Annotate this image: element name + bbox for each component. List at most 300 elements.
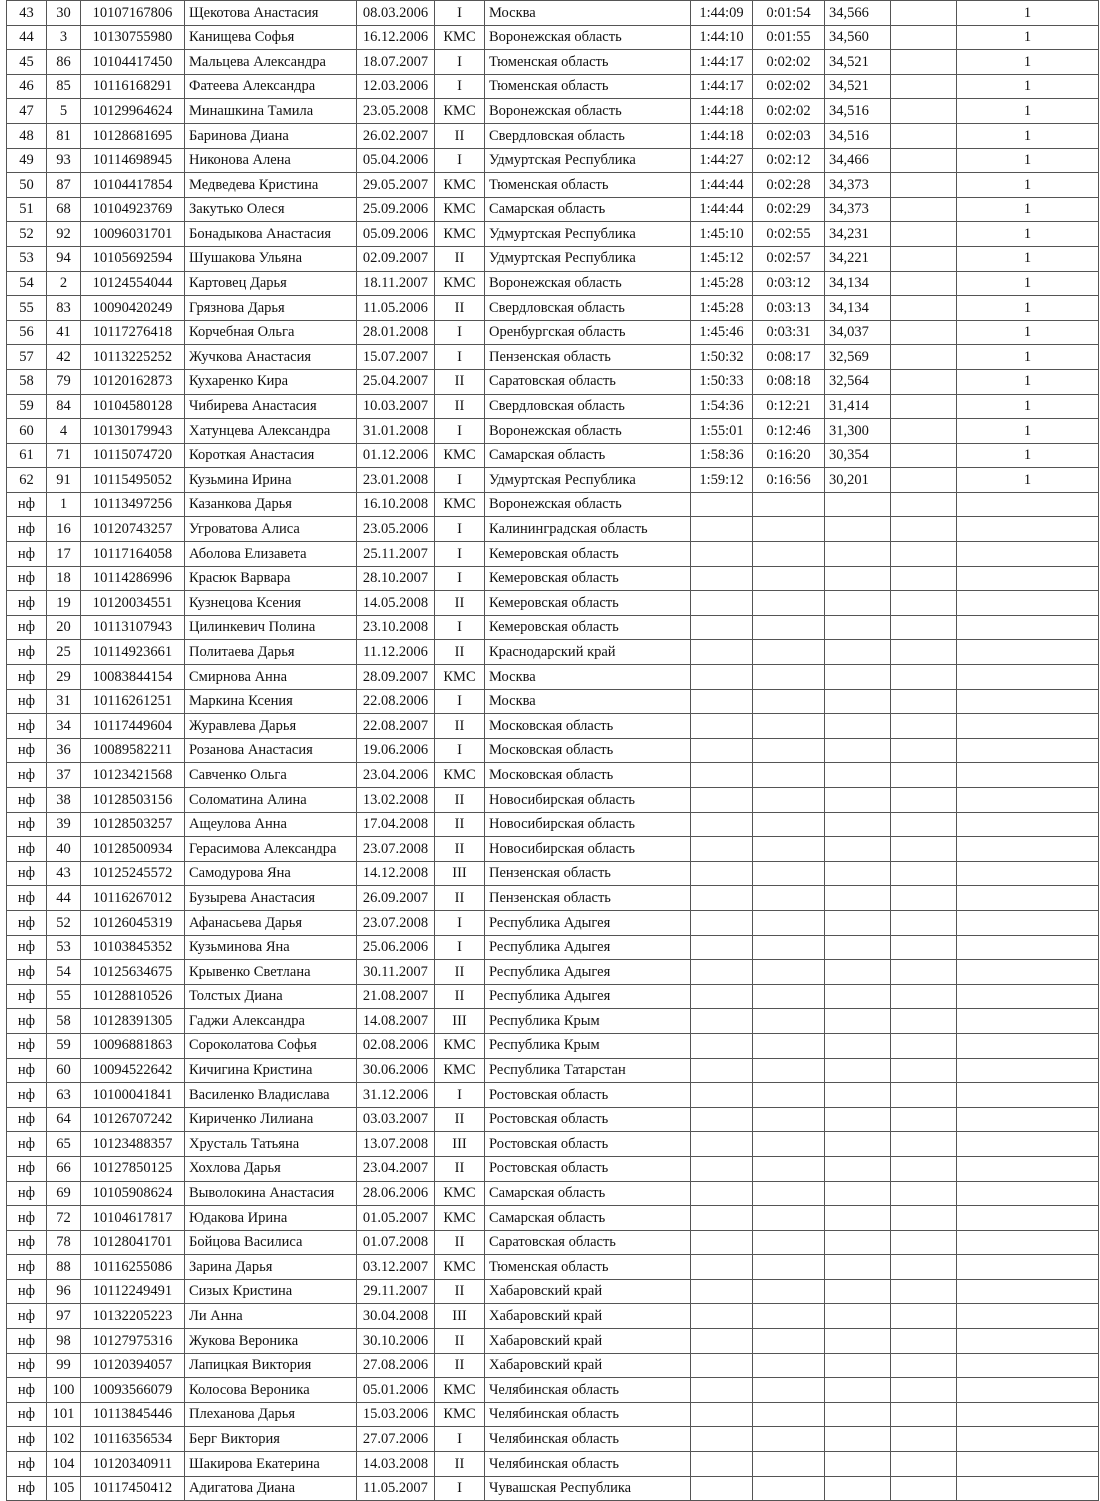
cell-place: 58 (7, 369, 47, 394)
cell-athlete-id: 10127975316 (81, 1329, 185, 1354)
cell-speed (825, 517, 891, 542)
cell-athlete-id: 10090420249 (81, 296, 185, 321)
cell-points (957, 738, 1099, 763)
cell-extra (891, 960, 957, 985)
cell-bib: 59 (47, 1033, 81, 1058)
cell-points: 1 (957, 443, 1099, 468)
cell-athlete-id: 10128500934 (81, 837, 185, 862)
cell-athlete-name: Картовец Дарья (185, 271, 357, 296)
cell-extra (891, 935, 957, 960)
cell-athlete-id: 10104923769 (81, 197, 185, 222)
cell-bib: 69 (47, 1181, 81, 1206)
cell-place: нф (7, 1107, 47, 1132)
cell-athlete-name: Кузьмина Ирина (185, 468, 357, 493)
cell-finish-time: 1:44:44 (691, 197, 753, 222)
cell-athlete-name: Толстых Диана (185, 984, 357, 1009)
cell-region: Республика Адыгея (485, 910, 691, 935)
cell-region: Новосибирская область (485, 812, 691, 837)
cell-speed (825, 591, 891, 616)
cell-athlete-name: Афанасьева Дарья (185, 910, 357, 935)
cell-athlete-id: 10114286996 (81, 566, 185, 591)
cell-speed (825, 837, 891, 862)
cell-rank: II (435, 960, 485, 985)
table-row (7, 861, 1099, 886)
cell-birth-date: 29.11.2007 (357, 1279, 435, 1304)
cell-place: нф (7, 1255, 47, 1280)
cell-athlete-id: 10124554044 (81, 271, 185, 296)
cell-rank: КМС (435, 25, 485, 50)
cell-birth-date: 14.12.2008 (357, 861, 435, 886)
cell-points: 1 (957, 419, 1099, 444)
cell-athlete-id: 10125634675 (81, 960, 185, 985)
cell-place: 45 (7, 50, 47, 75)
cell-time-behind (753, 935, 825, 960)
cell-athlete-id: 10093566079 (81, 1378, 185, 1403)
cell-rank: II (435, 640, 485, 665)
cell-place: 51 (7, 197, 47, 222)
cell-points (957, 591, 1099, 616)
table-row (7, 296, 1099, 321)
cell-time-behind (753, 1304, 825, 1329)
table-row (7, 738, 1099, 763)
cell-speed (825, 1009, 891, 1034)
cell-rank: II (435, 714, 485, 739)
cell-finish-time (691, 812, 753, 837)
cell-finish-time (691, 1156, 753, 1181)
cell-place: нф (7, 640, 47, 665)
cell-rank: II (435, 123, 485, 148)
cell-time-behind (753, 1378, 825, 1403)
cell-athlete-name: Розанова Анастасия (185, 738, 357, 763)
cell-time-behind (753, 788, 825, 813)
cell-region: Оренбургская область (485, 320, 691, 345)
cell-place: нф (7, 1329, 47, 1354)
cell-birth-date: 10.03.2007 (357, 394, 435, 419)
table-row (7, 271, 1099, 296)
cell-points: 1 (957, 197, 1099, 222)
table-row (7, 1132, 1099, 1157)
cell-time-behind (753, 1329, 825, 1354)
cell-speed (825, 935, 891, 960)
cell-extra (891, 1427, 957, 1452)
cell-points (957, 1329, 1099, 1354)
cell-birth-date: 11.05.2006 (357, 296, 435, 321)
cell-time-behind (753, 984, 825, 1009)
cell-birth-date: 02.09.2007 (357, 246, 435, 271)
table-row (7, 886, 1099, 911)
cell-points (957, 566, 1099, 591)
cell-finish-time (691, 1058, 753, 1083)
cell-points: 1 (957, 1, 1099, 26)
cell-finish-time (691, 935, 753, 960)
cell-bib: 96 (47, 1279, 81, 1304)
cell-region: Удмуртская Республика (485, 246, 691, 271)
cell-birth-date: 22.08.2007 (357, 714, 435, 739)
cell-bib: 53 (47, 935, 81, 960)
cell-points: 1 (957, 99, 1099, 124)
cell-region: Челябинская область (485, 1452, 691, 1477)
cell-time-behind (753, 960, 825, 985)
cell-time-behind (753, 1452, 825, 1477)
cell-time-behind: 0:02:03 (753, 123, 825, 148)
table-row (7, 222, 1099, 247)
cell-points (957, 1083, 1099, 1108)
cell-time-behind (753, 1132, 825, 1157)
cell-time-behind: 0:03:31 (753, 320, 825, 345)
cell-birth-date: 14.03.2008 (357, 1452, 435, 1477)
cell-place: нф (7, 935, 47, 960)
cell-points: 1 (957, 468, 1099, 493)
cell-points (957, 861, 1099, 886)
cell-place: нф (7, 1427, 47, 1452)
cell-rank: II (435, 984, 485, 1009)
cell-rank: II (435, 1230, 485, 1255)
cell-bib: 34 (47, 714, 81, 739)
cell-athlete-id: 10125245572 (81, 861, 185, 886)
cell-extra (891, 665, 957, 690)
cell-athlete-name: Выволокина Анастасия (185, 1181, 357, 1206)
cell-place: 57 (7, 345, 47, 370)
cell-points: 1 (957, 50, 1099, 75)
cell-rank: КМС (435, 1033, 485, 1058)
cell-athlete-id: 10120394057 (81, 1353, 185, 1378)
cell-extra (891, 173, 957, 198)
cell-points (957, 615, 1099, 640)
cell-birth-date: 15.03.2006 (357, 1402, 435, 1427)
cell-finish-time (691, 984, 753, 1009)
cell-athlete-name: Кичигина Кристина (185, 1058, 357, 1083)
cell-athlete-name: Плеханова Дарья (185, 1402, 357, 1427)
table-row (7, 1230, 1099, 1255)
cell-speed (825, 542, 891, 567)
table-row (7, 468, 1099, 493)
cell-rank: I (435, 689, 485, 714)
table-row (7, 148, 1099, 173)
cell-rank: I (435, 1, 485, 26)
cell-place: нф (7, 665, 47, 690)
cell-athlete-id: 10089582211 (81, 738, 185, 763)
cell-athlete-id: 10083844154 (81, 665, 185, 690)
cell-athlete-name: Юдакова Ирина (185, 1206, 357, 1231)
cell-athlete-id: 10128810526 (81, 984, 185, 1009)
cell-extra (891, 837, 957, 862)
cell-athlete-name: Ащеулова Анна (185, 812, 357, 837)
cell-athlete-name: Герасимова Александра (185, 837, 357, 862)
cell-athlete-name: Кузьминова Яна (185, 935, 357, 960)
table-row (7, 320, 1099, 345)
cell-finish-time: 1:55:01 (691, 419, 753, 444)
cell-speed (825, 984, 891, 1009)
table-row (7, 1427, 1099, 1452)
cell-speed (825, 861, 891, 886)
cell-speed (825, 788, 891, 813)
cell-athlete-name: Крывенко Светлана (185, 960, 357, 985)
cell-place: нф (7, 1402, 47, 1427)
cell-region: Самарская область (485, 197, 691, 222)
cell-extra (891, 886, 957, 911)
cell-finish-time: 1:59:12 (691, 468, 753, 493)
cell-place: нф (7, 1132, 47, 1157)
cell-place: 52 (7, 222, 47, 247)
cell-speed: 31,300 (825, 419, 891, 444)
cell-birth-date: 03.03.2007 (357, 1107, 435, 1132)
cell-rank: КМС (435, 222, 485, 247)
table-row (7, 714, 1099, 739)
cell-time-behind (753, 1230, 825, 1255)
cell-rank: II (435, 886, 485, 911)
table-row (7, 763, 1099, 788)
cell-extra (891, 246, 957, 271)
cell-rank: II (435, 369, 485, 394)
cell-speed: 34,516 (825, 123, 891, 148)
cell-speed (825, 1033, 891, 1058)
cell-speed (825, 763, 891, 788)
cell-athlete-id: 10104417450 (81, 50, 185, 75)
cell-rank: КМС (435, 1255, 485, 1280)
cell-birth-date: 25.11.2007 (357, 542, 435, 567)
cell-time-behind: 0:02:02 (753, 74, 825, 99)
cell-athlete-name: Баринова Диана (185, 123, 357, 148)
cell-birth-date: 19.06.2006 (357, 738, 435, 763)
table-row (7, 1009, 1099, 1034)
cell-birth-date: 08.03.2006 (357, 1, 435, 26)
cell-rank: I (435, 74, 485, 99)
cell-extra (891, 1353, 957, 1378)
table-row (7, 1329, 1099, 1354)
cell-rank: II (435, 394, 485, 419)
table-row (7, 1452, 1099, 1477)
cell-athlete-name: Самодурова Яна (185, 861, 357, 886)
cell-athlete-name: Закутько Олеся (185, 197, 357, 222)
cell-birth-date: 28.06.2006 (357, 1181, 435, 1206)
table-row (7, 910, 1099, 935)
results-table (6, 0, 1099, 1501)
cell-region: Краснодарский край (485, 640, 691, 665)
cell-extra (891, 984, 957, 1009)
cell-time-behind: 0:02:12 (753, 148, 825, 173)
cell-rank: КМС (435, 763, 485, 788)
cell-finish-time: 1:54:36 (691, 394, 753, 419)
cell-region: Москва (485, 1, 691, 26)
table-row (7, 665, 1099, 690)
cell-points (957, 1009, 1099, 1034)
cell-region: Калининградская область (485, 517, 691, 542)
cell-region: Воронежская область (485, 25, 691, 50)
cell-finish-time (691, 492, 753, 517)
cell-athlete-name: Казанкова Дарья (185, 492, 357, 517)
table-row (7, 935, 1099, 960)
cell-athlete-id: 10115074720 (81, 443, 185, 468)
cell-birth-date: 28.01.2008 (357, 320, 435, 345)
table-row (7, 173, 1099, 198)
cell-birth-date: 31.12.2006 (357, 1083, 435, 1108)
cell-athlete-id: 10116255086 (81, 1255, 185, 1280)
cell-points (957, 1255, 1099, 1280)
cell-place: нф (7, 861, 47, 886)
cell-time-behind (753, 738, 825, 763)
cell-region: Республика Адыгея (485, 984, 691, 1009)
cell-athlete-name: Угроватова Алиса (185, 517, 357, 542)
cell-birth-date: 12.03.2006 (357, 74, 435, 99)
cell-points: 1 (957, 320, 1099, 345)
cell-birth-date: 29.05.2007 (357, 173, 435, 198)
cell-bib: 100 (47, 1378, 81, 1403)
cell-points (957, 1378, 1099, 1403)
cell-birth-date: 14.08.2007 (357, 1009, 435, 1034)
cell-speed (825, 1156, 891, 1181)
cell-birth-date: 23.05.2006 (357, 517, 435, 542)
cell-bib: 99 (47, 1353, 81, 1378)
cell-place: нф (7, 1279, 47, 1304)
cell-bib: 4 (47, 419, 81, 444)
cell-birth-date: 13.02.2008 (357, 788, 435, 813)
cell-speed (825, 960, 891, 985)
cell-athlete-id: 10123488357 (81, 1132, 185, 1157)
cell-athlete-name: Лапицкая Виктория (185, 1353, 357, 1378)
cell-athlete-name: Сизых Кристина (185, 1279, 357, 1304)
table-row (7, 984, 1099, 1009)
cell-birth-date: 18.07.2007 (357, 50, 435, 75)
cell-athlete-name: Корчебная Ольга (185, 320, 357, 345)
cell-finish-time (691, 1353, 753, 1378)
cell-speed (825, 1279, 891, 1304)
cell-points (957, 1033, 1099, 1058)
cell-points: 1 (957, 173, 1099, 198)
cell-points (957, 1230, 1099, 1255)
cell-points: 1 (957, 296, 1099, 321)
table-row (7, 1279, 1099, 1304)
cell-speed (825, 566, 891, 591)
cell-points (957, 788, 1099, 813)
cell-place: 62 (7, 468, 47, 493)
cell-points: 1 (957, 369, 1099, 394)
cell-athlete-id: 10115495052 (81, 468, 185, 493)
table-row (7, 1083, 1099, 1108)
cell-athlete-name: Хрусталь Татьяна (185, 1132, 357, 1157)
cell-speed (825, 1181, 891, 1206)
cell-place: 50 (7, 173, 47, 198)
cell-athlete-id: 10100041841 (81, 1083, 185, 1108)
cell-rank: III (435, 1304, 485, 1329)
cell-points (957, 665, 1099, 690)
cell-finish-time (691, 1206, 753, 1231)
cell-region: Московская область (485, 763, 691, 788)
cell-athlete-id: 10117450412 (81, 1476, 185, 1501)
table-row (7, 25, 1099, 50)
cell-athlete-name: Щекотова Анастасия (185, 1, 357, 26)
cell-extra (891, 1279, 957, 1304)
cell-athlete-name: Адигатова Диана (185, 1476, 357, 1501)
cell-rank: I (435, 1476, 485, 1501)
cell-speed (825, 1083, 891, 1108)
table-row (7, 123, 1099, 148)
cell-bib: 38 (47, 788, 81, 813)
cell-extra (891, 148, 957, 173)
cell-birth-date: 30.06.2006 (357, 1058, 435, 1083)
cell-athlete-id: 10104417854 (81, 173, 185, 198)
cell-time-behind: 0:16:56 (753, 468, 825, 493)
cell-athlete-id: 10117449604 (81, 714, 185, 739)
cell-points: 1 (957, 394, 1099, 419)
cell-time-behind (753, 1083, 825, 1108)
cell-extra (891, 74, 957, 99)
cell-finish-time (691, 591, 753, 616)
cell-finish-time (691, 566, 753, 591)
cell-bib: 29 (47, 665, 81, 690)
cell-points: 1 (957, 74, 1099, 99)
cell-athlete-id: 10129964624 (81, 99, 185, 124)
cell-time-behind: 0:02:02 (753, 99, 825, 124)
cell-place: 43 (7, 1, 47, 26)
cell-region: Новосибирская область (485, 837, 691, 862)
cell-rank: II (435, 837, 485, 862)
cell-birth-date: 26.09.2007 (357, 886, 435, 911)
table-row (7, 1402, 1099, 1427)
cell-extra (891, 1132, 957, 1157)
cell-rank: I (435, 738, 485, 763)
cell-time-behind (753, 812, 825, 837)
cell-points: 1 (957, 345, 1099, 370)
cell-finish-time (691, 1181, 753, 1206)
cell-rank: II (435, 1329, 485, 1354)
cell-place: нф (7, 788, 47, 813)
cell-birth-date: 11.05.2007 (357, 1476, 435, 1501)
cell-extra (891, 1009, 957, 1034)
cell-birth-date: 01.05.2007 (357, 1206, 435, 1231)
cell-athlete-id: 10107167806 (81, 1, 185, 26)
cell-rank: II (435, 1452, 485, 1477)
cell-finish-time: 1:44:17 (691, 74, 753, 99)
cell-points (957, 1427, 1099, 1452)
cell-region: Самарская область (485, 1206, 691, 1231)
cell-points (957, 714, 1099, 739)
cell-bib: 5 (47, 99, 81, 124)
cell-region: Кемеровская область (485, 591, 691, 616)
cell-athlete-id: 10116267012 (81, 886, 185, 911)
cell-finish-time (691, 837, 753, 862)
cell-birth-date: 23.04.2006 (357, 763, 435, 788)
cell-finish-time: 1:58:36 (691, 443, 753, 468)
table-row (7, 50, 1099, 75)
cell-time-behind (753, 1033, 825, 1058)
cell-points (957, 1181, 1099, 1206)
cell-points (957, 640, 1099, 665)
table-row (7, 197, 1099, 222)
cell-place: 46 (7, 74, 47, 99)
table-row (7, 1033, 1099, 1058)
cell-time-behind (753, 910, 825, 935)
cell-place: нф (7, 1156, 47, 1181)
cell-region: Свердловская область (485, 296, 691, 321)
cell-birth-date: 15.07.2007 (357, 345, 435, 370)
cell-bib: 55 (47, 984, 81, 1009)
cell-finish-time (691, 1402, 753, 1427)
cell-place: нф (7, 1009, 47, 1034)
cell-athlete-id: 10113497256 (81, 492, 185, 517)
cell-finish-time (691, 1304, 753, 1329)
cell-rank: II (435, 591, 485, 616)
cell-athlete-name: Канищева Софья (185, 25, 357, 50)
cell-athlete-name: Мальцева Александра (185, 50, 357, 75)
cell-athlete-id: 10123421568 (81, 763, 185, 788)
cell-region: Свердловская область (485, 123, 691, 148)
cell-finish-time (691, 1033, 753, 1058)
cell-region: Кемеровская область (485, 542, 691, 567)
cell-extra (891, 861, 957, 886)
cell-birth-date: 16.12.2006 (357, 25, 435, 50)
cell-region: Москва (485, 689, 691, 714)
cell-birth-date: 30.11.2007 (357, 960, 435, 985)
